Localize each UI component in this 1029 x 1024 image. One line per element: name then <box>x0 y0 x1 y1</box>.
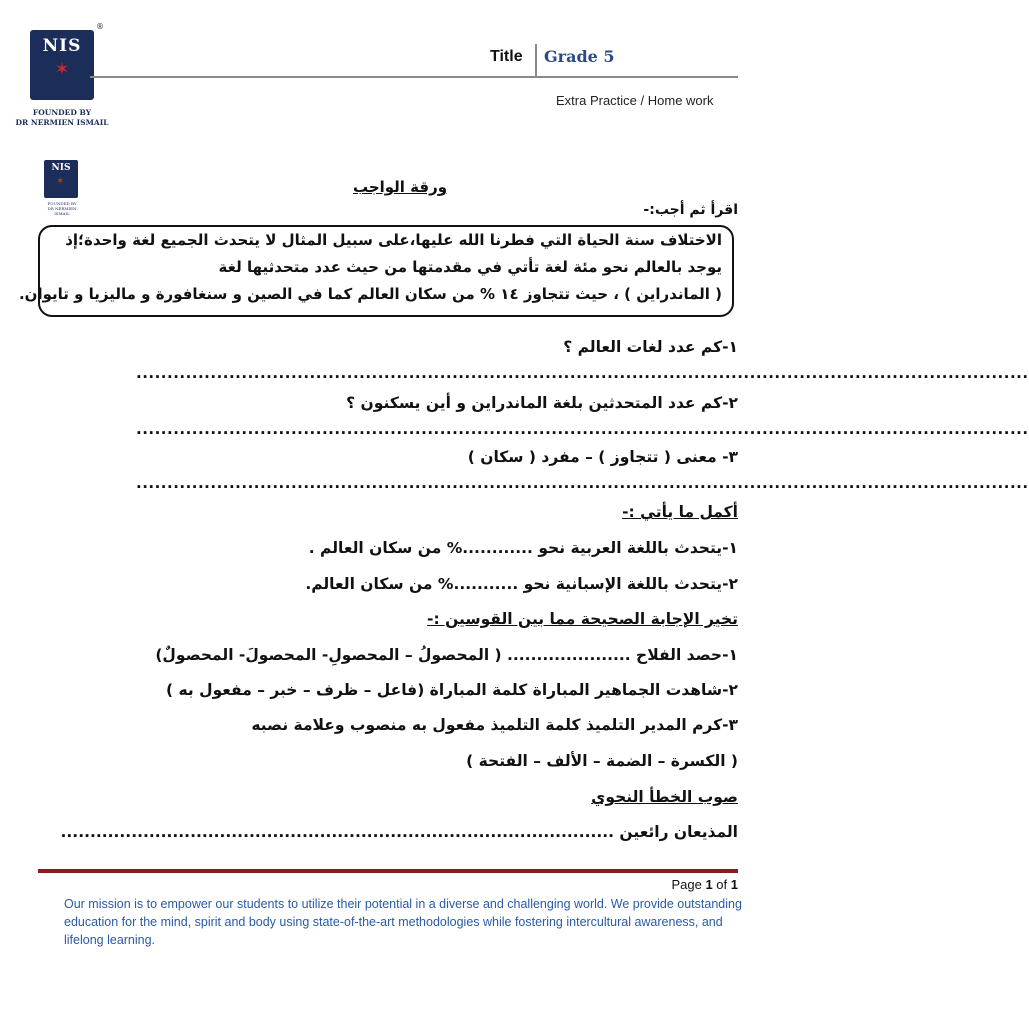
title-label: Title <box>490 48 523 65</box>
complete-item-2: ٢-يتحدث باللغة الإسبانية نحو ...........% من سكان العالم. <box>305 575 738 593</box>
star-icon: ✶ <box>54 59 70 80</box>
grade-label: Grade 5 <box>544 47 615 66</box>
answer-line-1: ................................................................................................................................................ <box>136 364 1029 382</box>
small-logo-founded <box>44 201 80 216</box>
answer-line-2: ................................................................................................................................................ <box>136 420 1029 438</box>
small-shield-icon <box>44 160 78 198</box>
logo-text: NIS <box>42 36 82 56</box>
small-star-icon: ✶ <box>56 176 65 187</box>
choose-item-3: ٣-كرم المدير التلميذ كلمة التلميذ مفعول به منصوب وعلامة نصبه <box>251 716 738 734</box>
choose-item-1: ١-حصد الفلاح ..................... ( المحصولُ – المحصولِ- المحصولَ- المحصولٌ) <box>155 646 738 664</box>
founded-by-label: FOUNDED BY <box>32 108 92 117</box>
worksheet-title: ورقة الواجب <box>352 178 448 196</box>
passage-line: يوجد بالعالم نحو مئة لغة تأتي في مقدمتها من حيث عدد متحدثيها لغة <box>218 258 722 276</box>
logo-founded <box>12 108 112 128</box>
small-founded-by: FOUNDED BY <box>47 201 77 206</box>
passage-line: الاختلاف سنة الحياة التي فطرنا الله عليها،على سبيل المثال لا يتحدث الجميع لغة واحدة؛إذ <box>65 231 722 249</box>
title-separator <box>535 44 537 78</box>
passage-line: ( الماندراين ) ، حيث تتجاوز ١٤ % من سكان العالم كما في الصين و سنغافورة و ماليزيا و تايوان. <box>18 285 722 303</box>
small-logo-text: NIS <box>51 163 71 173</box>
complete-heading: أكمل ما يأتي :- <box>622 503 738 521</box>
footer-rule <box>38 869 738 873</box>
small-founder-name: DR NERMIEN ISMAIL <box>47 206 77 216</box>
mission-statement: Our mission is to empower our students to utilize their potential in a diverse and challenging world. We provide outstanding education for the mind, spirit and body using state-of-the-art methodologies while fostering intercultural awareness, and lifelong learning. <box>64 897 742 947</box>
page-current: 1 <box>705 877 713 892</box>
page-of: of <box>712 877 731 892</box>
question-1: ١-كم عدد لغات العالم ؟ <box>563 338 738 356</box>
question-3: ٣- معنى ( تتجاوز ) – مفرد ( سكان ) <box>467 448 738 466</box>
correct-item: المذيعان رائعين .............................................................................................. <box>60 823 738 841</box>
shield-icon <box>30 30 94 100</box>
subtitle: Extra Practice / Home work <box>556 93 714 108</box>
founder-name: DR NERMIEN ISMAIL <box>15 118 109 127</box>
page-number <box>671 877 738 892</box>
reading-passage <box>18 225 734 317</box>
choose-item-3-options: ( الكسرة – الضمة – الألف – الفتحة ) <box>466 752 738 770</box>
page-prefix: Page <box>671 877 706 892</box>
header-rule <box>90 76 738 78</box>
registered-mark-icon: ® <box>96 22 104 31</box>
complete-item-1: ١-يتحدث باللغة العربية نحو ............% من سكان العالم . <box>308 539 738 557</box>
answer-line-3: ................................................................................................................................................ <box>136 474 1029 492</box>
page-total: 1 <box>730 877 738 892</box>
choose-heading: تخير الإجابة الصحيحة مما بين القوسين :- <box>427 610 738 628</box>
correct-heading: صوب الخطأ النحوي <box>591 788 738 806</box>
small-school-logo <box>44 160 80 216</box>
question-2: ٢-كم عدد المتحدثين بلغة الماندراين و أين يسكنون ؟ <box>346 394 738 412</box>
instruction: اقرأ ثم أجب:- <box>643 202 738 218</box>
choose-item-2: ٢-شاهدت الجماهير المباراة كلمة المباراة (فاعل – ظرف – خبر – مفعول به ) <box>166 681 738 699</box>
